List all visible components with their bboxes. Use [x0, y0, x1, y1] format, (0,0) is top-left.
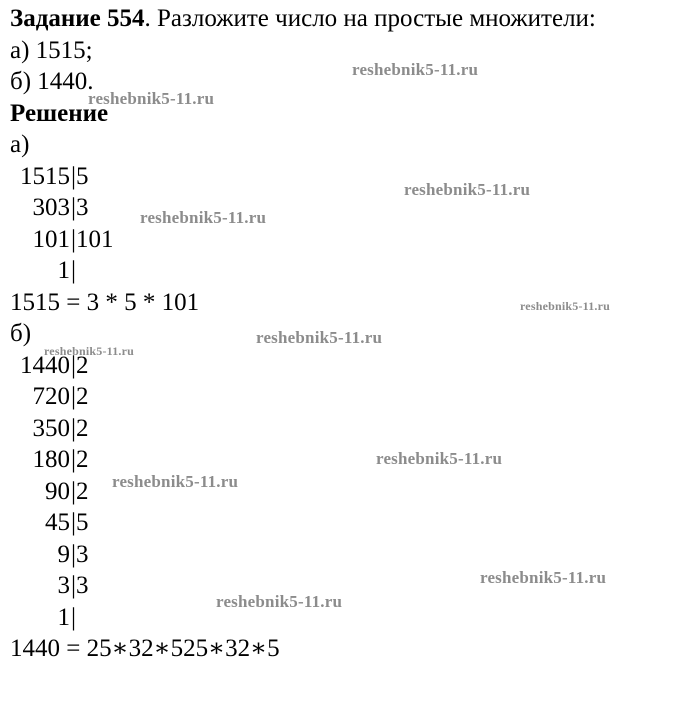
divisor: |2	[71, 477, 89, 505]
dividend: 350	[32, 414, 70, 442]
divisor: |2	[71, 414, 89, 442]
factor-row	[10, 539, 670, 571]
task-item-b: б) 1440.	[10, 68, 94, 95]
divisor: |	[71, 603, 77, 631]
factor-row	[10, 255, 670, 287]
watermark: reshebnik5-11.ru	[140, 208, 267, 227]
watermark: reshebnik5-11.ru	[352, 60, 479, 79]
part-a-result: 1515 = 3 * 5 * 101	[10, 288, 200, 316]
dividend: 720	[32, 383, 70, 410]
watermark: reshebnik5-11.ru	[404, 180, 531, 199]
factor-row	[10, 413, 670, 445]
factor-row	[10, 444, 670, 476]
dividend: 90	[45, 477, 70, 505]
task-title	[10, 3, 670, 35]
task-statement: . Разложите число на простые множители:	[144, 5, 596, 32]
divisor: |101	[71, 225, 114, 253]
divisor: |5	[71, 509, 89, 536]
dividend: 1515	[20, 162, 70, 190]
task-number: Задание 554	[10, 5, 145, 32]
part-a-factorization	[10, 161, 670, 287]
part-b-factorization	[10, 350, 670, 634]
part-a-label: а)	[10, 131, 30, 158]
watermark: reshebnik5-11.ru	[520, 299, 610, 313]
factor-row	[10, 476, 670, 508]
solution-heading: Решение	[10, 99, 109, 127]
watermark: reshebnik5-11.ru	[112, 472, 239, 491]
divisor: |3	[71, 540, 89, 568]
part-b-label: б)	[10, 320, 32, 347]
divisor: |2	[71, 446, 89, 473]
watermark: reshebnik5-11.ru	[88, 89, 215, 108]
dividend: 180	[32, 446, 70, 473]
factor-row	[10, 381, 670, 413]
dividend: 1	[57, 257, 70, 284]
divisor: |5	[71, 162, 89, 190]
part-b-result: 1440 = 25∗32∗525∗32∗5	[10, 635, 280, 662]
factor-row	[10, 192, 670, 224]
factor-row	[10, 507, 670, 539]
dividend: 45	[45, 509, 70, 536]
dividend: 3	[57, 572, 70, 599]
watermark: reshebnik5-11.ru	[256, 328, 383, 347]
factor-row	[10, 224, 670, 256]
divisor: |3	[71, 572, 89, 599]
divisor: |3	[71, 194, 89, 221]
dividend: 303	[32, 194, 70, 221]
divisor: |2	[71, 383, 89, 410]
dividend: 1	[57, 603, 70, 631]
dividend: 1440	[20, 351, 70, 379]
factor-row	[10, 161, 670, 193]
watermark: reshebnik5-11.ru	[44, 344, 134, 358]
watermark: reshebnik5-11.ru	[376, 449, 503, 468]
watermark: reshebnik5-11.ru	[480, 568, 607, 587]
divisor: |2	[71, 351, 89, 379]
divisor: |	[71, 257, 77, 284]
task-item-a: а) 1515;	[10, 36, 93, 64]
dividend: 101	[32, 225, 70, 253]
dividend: 9	[57, 540, 70, 568]
watermark: reshebnik5-11.ru	[216, 592, 343, 611]
